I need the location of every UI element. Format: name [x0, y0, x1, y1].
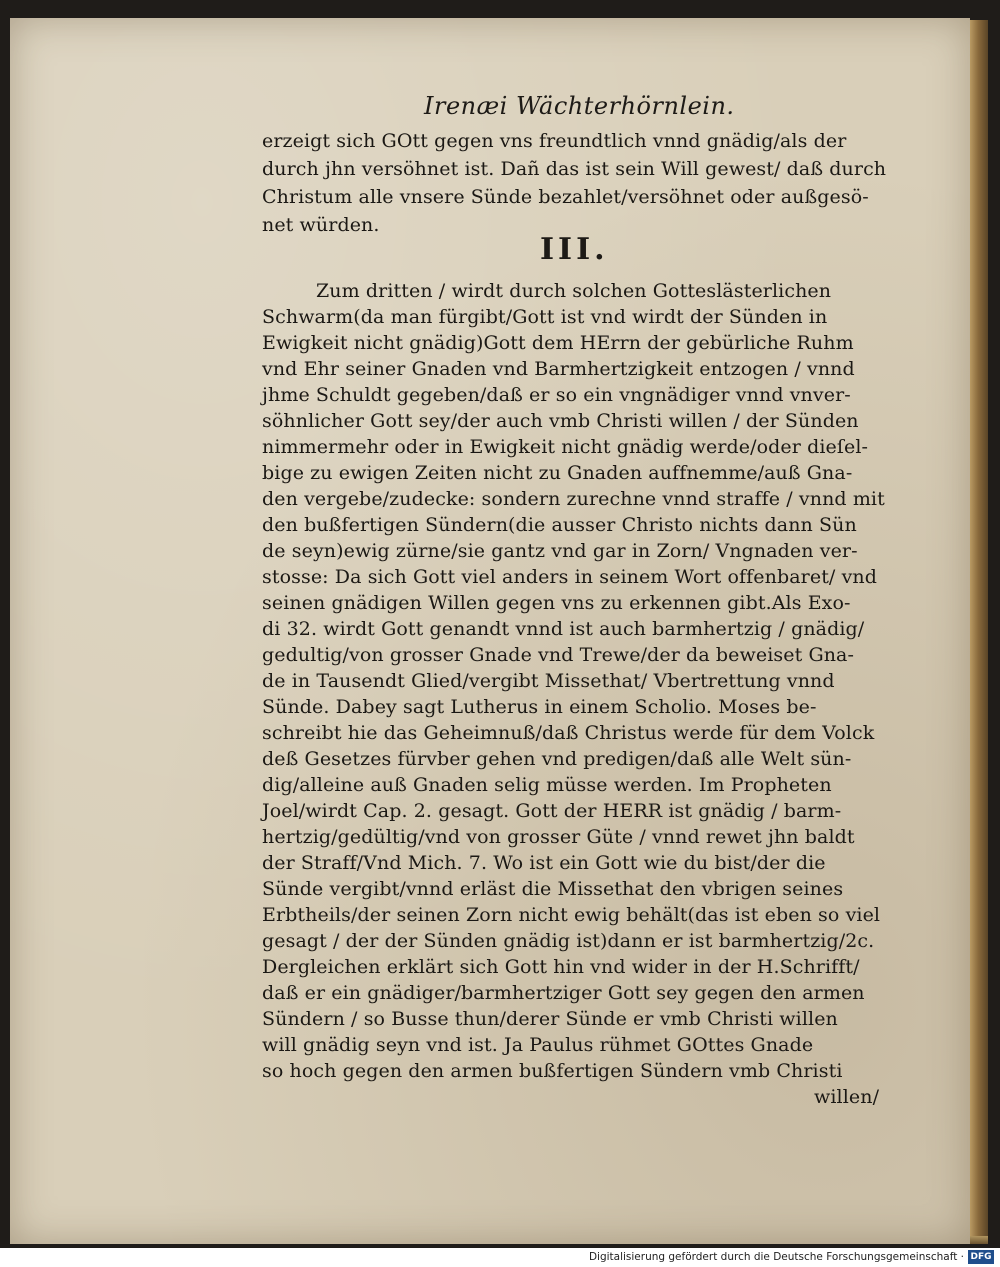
text-line: de seyn)ewig zürne/sie gantz vnd gar in Zorn/ Vngnaden ver-: [262, 540, 858, 562]
text-line: jhme Schuldt gegeben/daß er so ein vngnädiger vnnd vnver-: [262, 384, 851, 406]
text-line: schreibt hie das Geheimnuß/daß Christus werde für dem Volck: [262, 722, 875, 744]
text-line: Erbtheils/der seinen Zorn nicht ewig behält(das ist eben so viel: [262, 904, 881, 926]
text-line: de in Tausendt Glied/vergibt Missethat/ Vbertrettung vnnd: [262, 670, 835, 692]
text-line: Ewigkeit nicht gnädig)Gott dem HErrn der gebürliche Ruhm: [262, 332, 854, 354]
text-line: daß er ein gnädiger/barmhertziger Gott sey gegen den armen: [262, 982, 865, 1004]
text-line: Schwarm(da man fürgibt/Gott ist vnd wirdt der Sünden in: [262, 306, 828, 328]
text-line: nimmermehr oder in Ewigkeit nicht gnädig werde/oder dieſel-: [262, 436, 869, 458]
text-line: stosse: Da sich Gott viel anders in seinem Wort offenbaret/ vnd: [262, 566, 878, 588]
text-line: hertzig/gedültig/vnd von grosser Güte / vnnd rewet jhn baldt: [262, 826, 855, 848]
text-line: gesagt / der der Sünden gnädig ist)dann er ist barmhertzig/2c.: [262, 930, 875, 952]
text-line: Dergleichen erklärt sich Gott hin vnd wider in der H.Schrifft/: [262, 956, 860, 978]
dfg-logo[interactable]: DFG: [968, 1250, 994, 1264]
text-line: Sünde vergibt/vnnd erläst die Missethat den vbrigen seines: [262, 878, 844, 900]
text-line: gedultig/von grosser Gnade vnd Trewe/der da beweiset Gna-: [262, 644, 855, 666]
text-line: erzeigt sich GOtt gegen vns freundtlich vnnd gnädig/als der: [262, 130, 847, 152]
text-line: Zum dritten / wirdt durch solchen Gotteslästerlichen: [316, 280, 832, 302]
text-line: dig/alleine auß Gnaden selig müsse werden. Im Propheten: [262, 774, 832, 796]
page-edge-right: [970, 20, 988, 1242]
text-line: den bußfertigen Sündern(die ausser Christo nichts dann Sün: [262, 514, 857, 536]
running-title: Irenæi Wächterhörnlein.: [424, 92, 735, 120]
text-line: di 32. wirdt Gott genandt vnnd ist auch barmhertzig / gnädig/: [262, 618, 865, 640]
text-line: durch jhn versöhnet ist. Dañ das ist sein Will gewest/ daß durch: [262, 158, 887, 180]
text-line: so hoch gegen den armen bußfertigen Sündern vmb Christi: [262, 1060, 843, 1082]
text-line: Sündern / so Busse thun/derer Sünde er vmb Christi willen: [262, 1008, 838, 1030]
funding-credit: Digitalisierung gefördert durch die Deutsche Forschungsgemeinschaft ·: [588, 1251, 964, 1263]
text-line: den vergebe/zudecke: sondern zurechne vnnd straffe / vnnd mit: [262, 488, 885, 510]
text-line: söhnlicher Gott sey/der auch vmb Christi willen / der Sünden: [262, 410, 859, 432]
text-line: der Straff/Vnd Mich. 7. Wo ist ein Gott wie du bist/der die: [262, 852, 826, 874]
chapter-number: III.: [540, 232, 609, 267]
text-line: Christum alle vnsere Sünde bezahlet/versöhnet oder außgesö-: [262, 186, 869, 208]
text-line: vnd Ehr seiner Gnaden vnd Barmhertzigkeit entzogen / vnnd: [262, 358, 855, 380]
text-line: Sünde. Dabey sagt Lutherus in einem Scholio. Moses be-: [262, 696, 817, 718]
text-line: seinen gnädigen Willen gegen vns zu erkennen gibt.Als Exo-: [262, 592, 851, 614]
text-line: deß Gesetzes fürvber gehen vnd predigen/daß alle Welt sün-: [262, 748, 852, 770]
text-line: will gnädig seyn vnd ist. Ja Paulus rühmet GOttes Gnade: [262, 1034, 814, 1056]
text-line: bige zu ewigen Zeiten nicht zu Gnaden auffnemme/auß Gna-: [262, 462, 853, 484]
catchword: willen/: [814, 1086, 880, 1108]
text-line: net würden.: [262, 214, 380, 236]
text-line: Joel/wirdt Cap. 2. gesagt. Gott der HERR ist gnädig / barm-: [262, 800, 842, 822]
